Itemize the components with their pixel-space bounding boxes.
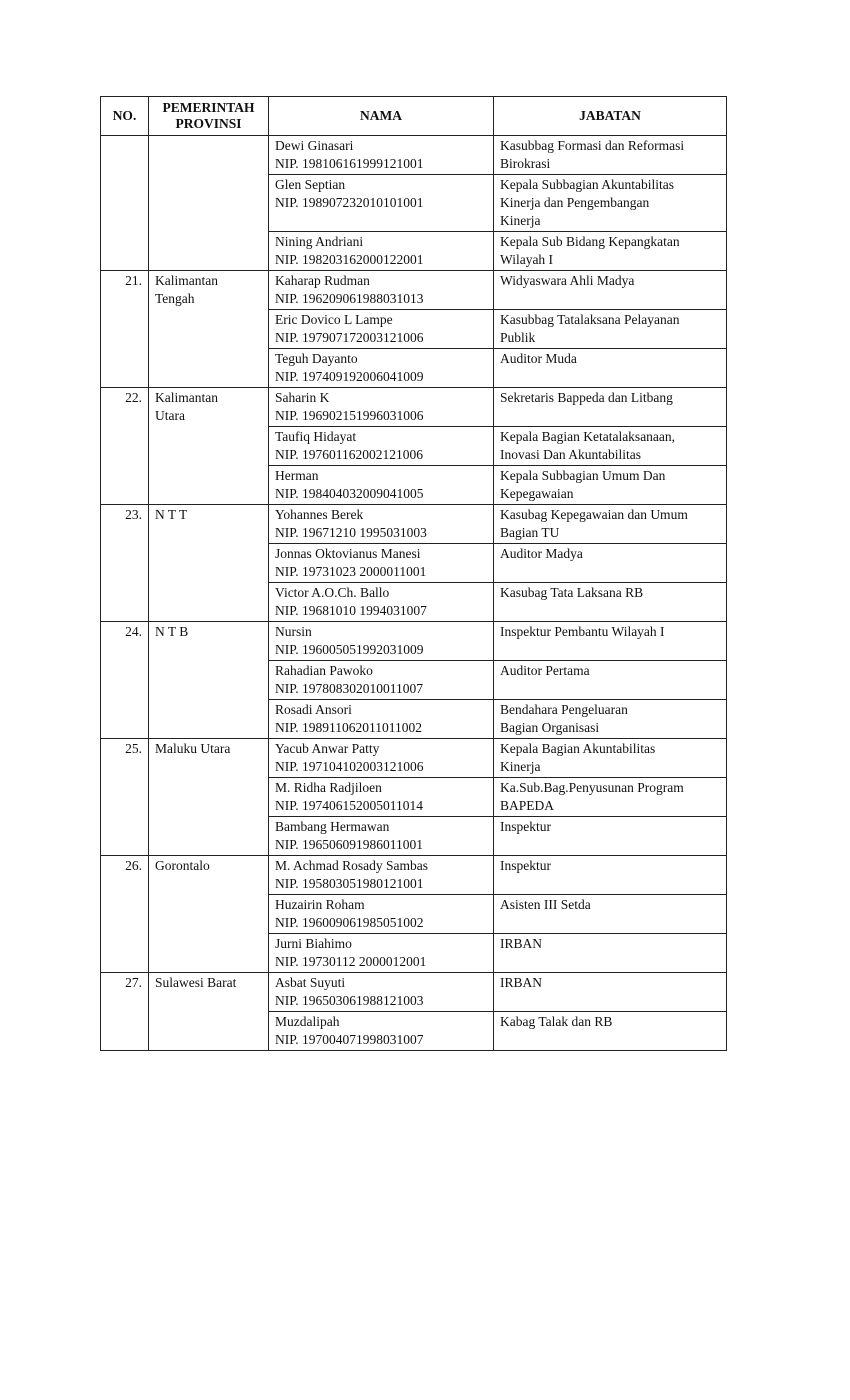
province-name-line: N T T (155, 507, 188, 522)
position-line: Kepala Bagian Akuntabilitas (500, 741, 656, 756)
name-cell (269, 700, 494, 739)
position-cell (494, 622, 727, 661)
person-name: Teguh Dayanto (275, 351, 358, 366)
position-cell (494, 895, 727, 934)
header-provinsi-line2: PROVINSI (175, 116, 242, 131)
person-nip: NIP. 196506091986011001 (275, 837, 424, 852)
name-cell (269, 661, 494, 700)
table-body (101, 136, 727, 1051)
table-row (101, 856, 727, 895)
name-cell (269, 388, 494, 427)
header-nama: NAMA (269, 97, 494, 136)
person-nip: NIP. 198106161999121001 (275, 156, 424, 171)
position-line: Kinerja (500, 213, 541, 228)
position-cell (494, 427, 727, 466)
position-cell (494, 934, 727, 973)
position-line: Auditor Muda (500, 351, 577, 366)
person-name: Nursin (275, 624, 312, 639)
name-cell (269, 934, 494, 973)
province-cell (149, 388, 269, 505)
person-nip: NIP. 196005051992031009 (275, 642, 424, 657)
person-nip: NIP. 196902151996031006 (275, 408, 424, 423)
position-cell (494, 700, 727, 739)
province-name-line: Kalimantan (155, 273, 218, 288)
person-nip: NIP. 196503061988121003 (275, 993, 424, 1008)
province-name-line: Tengah (155, 291, 195, 306)
province-name-line: Kalimantan (155, 390, 218, 405)
table-row (101, 505, 727, 544)
person-name: Asbat Suyuti (275, 975, 346, 990)
position-line: Kepala Bagian Ketatalaksanaan, (500, 429, 676, 444)
name-cell (269, 583, 494, 622)
position-line: Ka.Sub.Bag.Penyusunan Program (500, 780, 684, 795)
person-name: Huzairin Roham (275, 897, 365, 912)
position-cell (494, 817, 727, 856)
name-cell (269, 505, 494, 544)
province-name-line: Utara (155, 408, 185, 423)
person-nip: NIP. 198911062011011002 (275, 720, 423, 735)
position-line: Kasubbag Formasi dan Reformasi (500, 138, 685, 153)
row-number: 21. (101, 271, 149, 388)
position-cell (494, 778, 727, 817)
name-cell (269, 817, 494, 856)
person-name: Muzdalipah (275, 1014, 340, 1029)
position-line: Asisten III Setda (500, 897, 591, 912)
name-cell (269, 544, 494, 583)
name-cell (269, 622, 494, 661)
header-no: NO. (101, 97, 149, 136)
position-line: IRBAN (500, 975, 543, 990)
position-cell (494, 1012, 727, 1051)
person-name: Bambang Hermawan (275, 819, 390, 834)
province-name-line: Gorontalo (155, 858, 210, 873)
name-cell (269, 466, 494, 505)
position-line: Kasubag Tata Laksana RB (500, 585, 644, 600)
position-line: Wilayah I (500, 252, 554, 267)
person-name: Saharin K (275, 390, 330, 405)
person-name: Taufiq Hidayat (275, 429, 357, 444)
name-cell (269, 427, 494, 466)
name-cell (269, 739, 494, 778)
person-nip: NIP. 198203162000122001 (275, 252, 424, 267)
province-cell (149, 622, 269, 739)
person-nip: NIP. 19671210 1995031003 (275, 525, 427, 540)
province-cell (149, 739, 269, 856)
position-line: Birokrasi (500, 156, 551, 171)
person-nip: NIP. 197409192006041009 (275, 369, 424, 384)
province-cell (149, 973, 269, 1051)
position-line: Publik (500, 330, 536, 345)
position-line: Auditor Pertama (500, 663, 590, 678)
person-nip: NIP. 197406152005011014 (275, 798, 424, 813)
person-nip: NIP. 198907232010101001 (275, 195, 424, 210)
position-line: IRBAN (500, 936, 543, 951)
person-nip: NIP. 197004071998031007 (275, 1032, 424, 1047)
table-row (101, 739, 727, 778)
position-line: Auditor Madya (500, 546, 583, 561)
header-provinsi (149, 97, 269, 136)
person-name: Rahadian Pawoko (275, 663, 373, 678)
person-nip: NIP. 19681010 1994031007 (275, 603, 427, 618)
person-nip: NIP. 196209061988031013 (275, 291, 424, 306)
table-row (101, 388, 727, 427)
person-nip: NIP. 19731023 2000011001 (275, 564, 427, 579)
position-cell (494, 310, 727, 349)
province-name-line: N T B (155, 624, 189, 639)
province-cell (149, 271, 269, 388)
header-provinsi-line1: PEMERINTAH (162, 100, 255, 115)
person-nip: NIP. 197808302010011007 (275, 681, 424, 696)
person-nip: NIP. 197104102003121006 (275, 759, 424, 774)
position-cell (494, 583, 727, 622)
person-name: M. Ridha Radjiloen (275, 780, 382, 795)
name-cell (269, 973, 494, 1012)
table-header-row (101, 97, 727, 136)
position-line: Kepegawaian (500, 486, 574, 501)
name-cell (269, 856, 494, 895)
person-name: Herman (275, 468, 319, 483)
position-cell (494, 973, 727, 1012)
row-number: 23. (101, 505, 149, 622)
position-line: Bagian Organisasi (500, 720, 600, 735)
position-line: Inovasi Dan Akuntabilitas (500, 447, 641, 462)
person-name: Dewi Ginasari (275, 138, 354, 153)
person-name: Yohannes Berek (275, 507, 364, 522)
row-number: 25. (101, 739, 149, 856)
person-nip: NIP. 196009061985051002 (275, 915, 424, 930)
position-cell (494, 271, 727, 310)
name-cell (269, 310, 494, 349)
name-cell (269, 136, 494, 175)
table-row (101, 136, 727, 175)
person-name: Eric Dovico L Lampe (275, 312, 393, 327)
position-line: Kepala Subbagian Umum Dan (500, 468, 666, 483)
name-cell (269, 271, 494, 310)
name-cell (269, 175, 494, 232)
person-nip: NIP. 195803051980121001 (275, 876, 424, 891)
position-line: Kasubbag Tatalaksana Pelayanan (500, 312, 680, 327)
person-name: Yacub Anwar Patty (275, 741, 380, 756)
position-cell (494, 136, 727, 175)
position-line: Widyaswara Ahli Madya (500, 273, 635, 288)
name-cell (269, 349, 494, 388)
position-cell (494, 856, 727, 895)
position-line: Kepala Subbagian Akuntabilitas (500, 177, 674, 192)
position-line: Kinerja dan Pengembangan (500, 195, 650, 210)
position-cell (494, 739, 727, 778)
header-jabatan: JABATAN (494, 97, 727, 136)
official-roster-table (100, 96, 727, 1051)
province-name-line: Maluku Utara (155, 741, 231, 756)
position-cell (494, 661, 727, 700)
position-line: Kinerja (500, 759, 541, 774)
position-line: Bendahara Pengeluaran (500, 702, 628, 717)
position-line: Inspektur (500, 819, 551, 834)
person-name: Kaharap Rudman (275, 273, 370, 288)
person-nip: NIP. 19730112 2000012001 (275, 954, 427, 969)
person-name: Rosadi Ansori (275, 702, 352, 717)
position-cell (494, 232, 727, 271)
person-nip: NIP. 197907172003121006 (275, 330, 424, 345)
person-nip: NIP. 197601162002121006 (275, 447, 424, 462)
person-name: Jonnas Oktovianus Manesi (275, 546, 421, 561)
province-cell (149, 856, 269, 973)
name-cell (269, 778, 494, 817)
name-cell (269, 232, 494, 271)
province-cell (149, 505, 269, 622)
row-number: 26. (101, 856, 149, 973)
person-name: Victor A.O.Ch. Ballo (275, 585, 390, 600)
position-line: BAPEDA (500, 798, 555, 813)
position-line: Kabag Talak dan RB (500, 1014, 613, 1029)
person-name: Glen Septian (275, 177, 346, 192)
table-row (101, 271, 727, 310)
row-number (101, 136, 149, 271)
table-row (101, 622, 727, 661)
name-cell (269, 895, 494, 934)
province-name-line: Sulawesi Barat (155, 975, 237, 990)
position-cell (494, 505, 727, 544)
position-cell (494, 544, 727, 583)
person-name: Nining Andriani (275, 234, 364, 249)
position-cell (494, 466, 727, 505)
row-number: 22. (101, 388, 149, 505)
position-line: Sekretaris Bappeda dan Litbang (500, 390, 673, 405)
position-line: Inspektur Pembantu Wilayah I (500, 624, 665, 639)
name-cell (269, 1012, 494, 1051)
position-cell (494, 388, 727, 427)
position-line: Inspektur (500, 858, 551, 873)
person-name: M. Achmad Rosady Sambas (275, 858, 428, 873)
row-number: 27. (101, 973, 149, 1051)
position-line: Bagian TU (500, 525, 560, 540)
position-cell (494, 349, 727, 388)
position-cell (494, 175, 727, 232)
person-nip: NIP. 198404032009041005 (275, 486, 424, 501)
row-number: 24. (101, 622, 149, 739)
province-cell (149, 136, 269, 271)
position-line: Kasubag Kepegawaian dan Umum (500, 507, 688, 522)
person-name: Jurni Biahimo (275, 936, 352, 951)
position-line: Kepala Sub Bidang Kepangkatan (500, 234, 680, 249)
table-row (101, 973, 727, 1012)
